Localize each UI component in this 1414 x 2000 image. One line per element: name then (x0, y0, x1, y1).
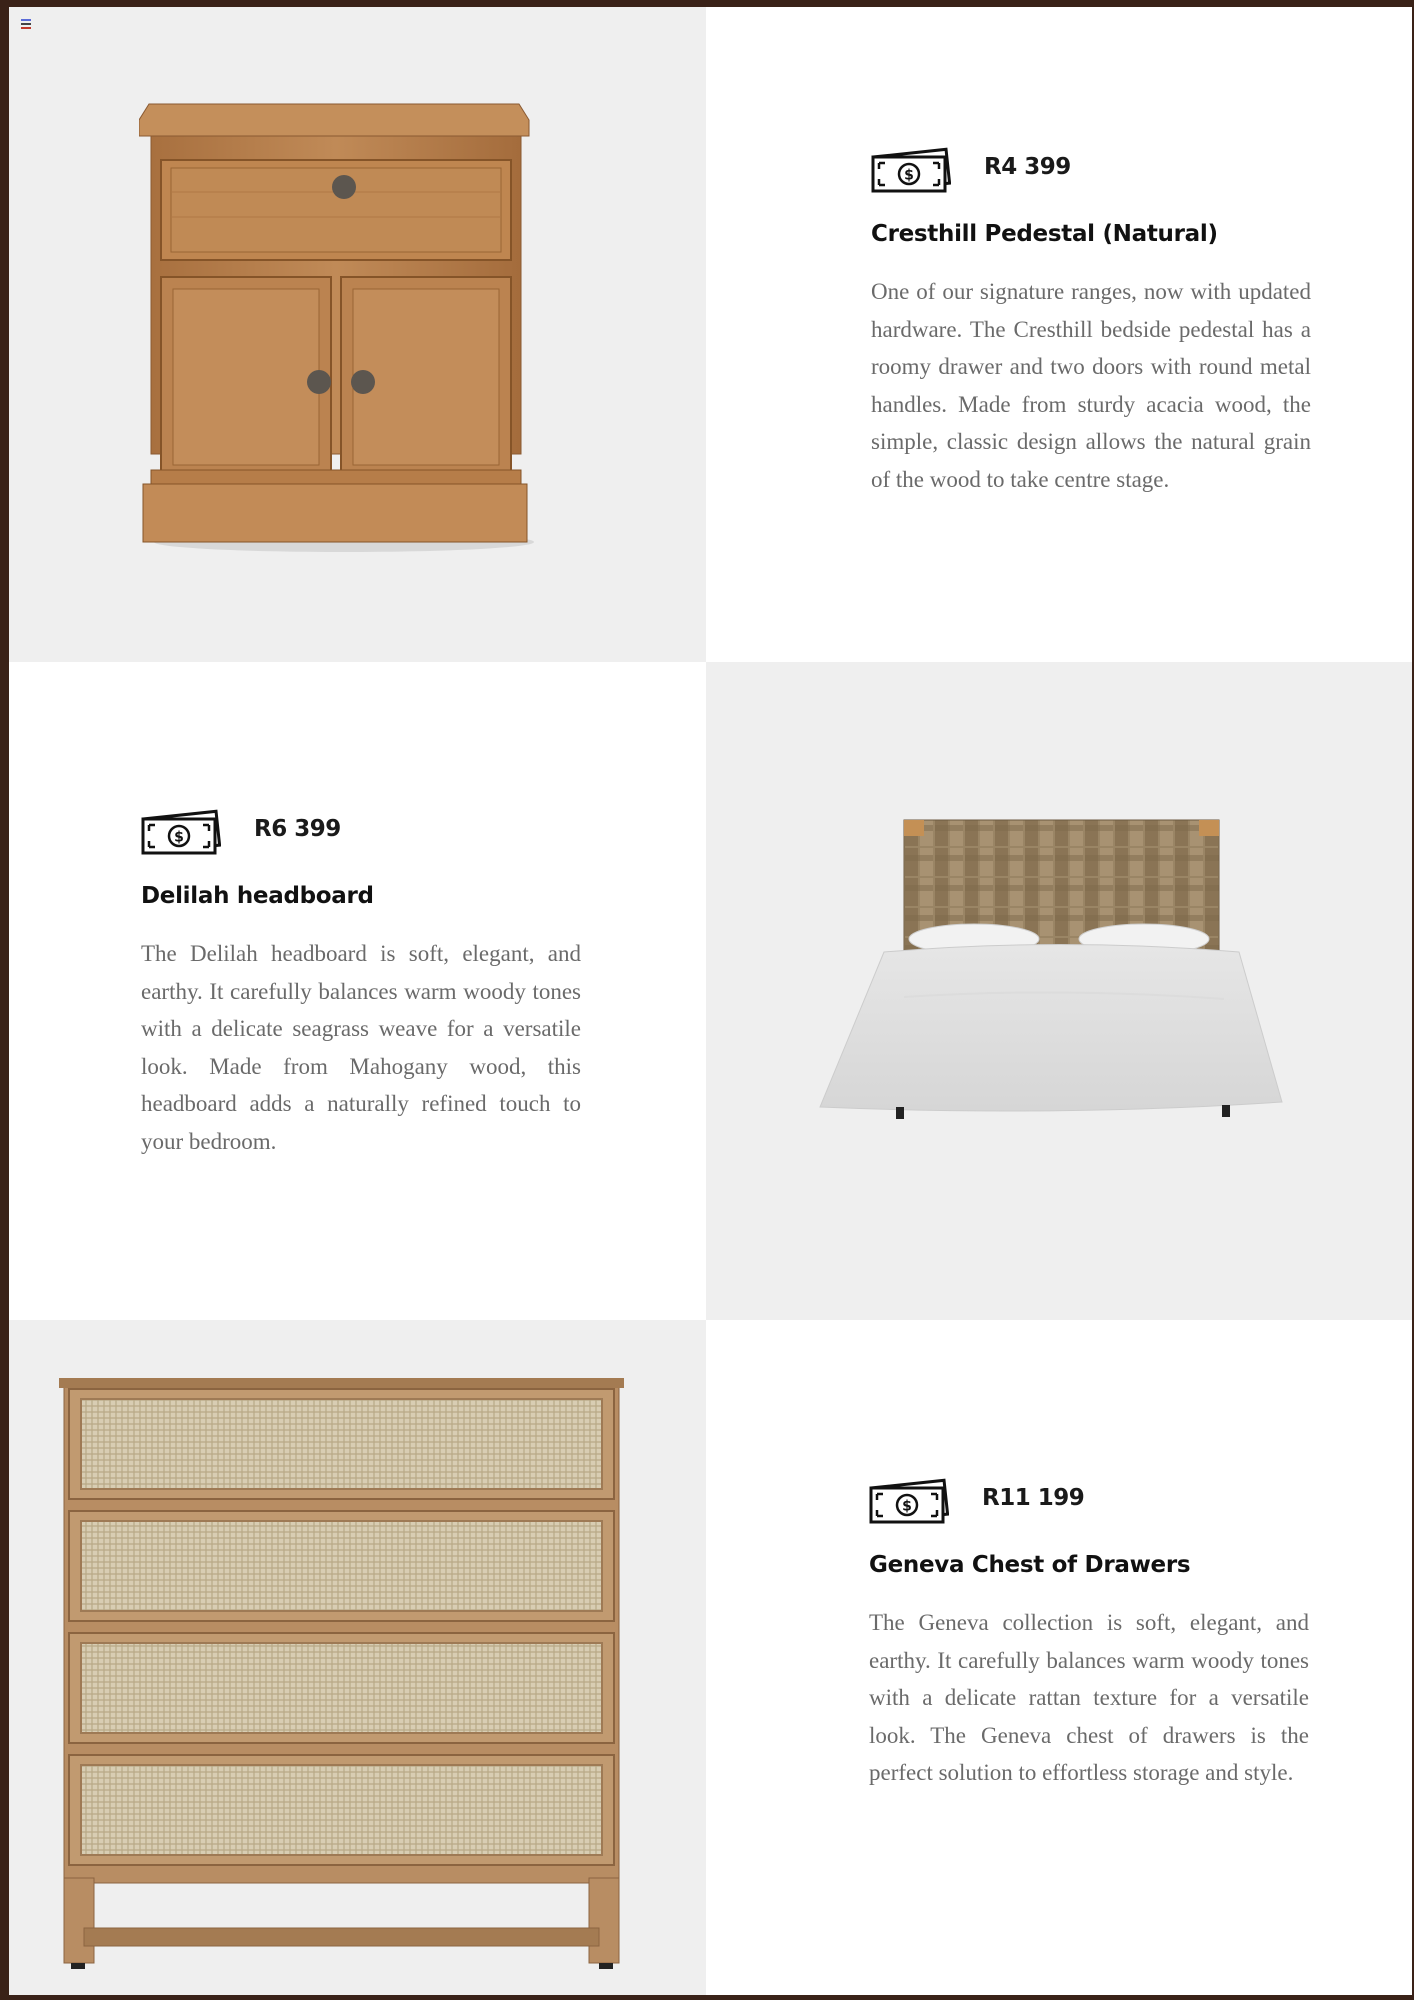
product-image-panel-1 (9, 7, 706, 662)
pedestal-image (139, 102, 549, 562)
drawer (69, 1755, 614, 1865)
product-card-3 (869, 1470, 1309, 1792)
catalogue-page (9, 7, 1412, 1995)
product-price: R4 399 (984, 154, 1071, 180)
price-row (869, 1470, 1309, 1526)
product-image-panel-3 (9, 1320, 706, 1995)
svg-text:$: $ (174, 829, 184, 846)
product-info-panel-2 (9, 662, 706, 1320)
product-description: The Delilah headboard is soft, elegant, and earthy. It carefully balances warm woody tones with a delicate seagrass weave for a versatile look. Made from Mahogany wood, this headboard adds a naturally refined touch to your bedroom. (141, 941, 581, 1154)
cash-icon (141, 801, 221, 857)
headboard-bed-image (814, 817, 1304, 1147)
price-row (871, 139, 1311, 195)
svg-text:$: $ (904, 167, 914, 184)
product-price: R11 199 (982, 1485, 1085, 1511)
product-description: One of our signature ranges, now with updated hardware. The Cresthill bedside pedestal has a roomy drawer and two doors with round metal handles. Made from sturdy acacia wood, the simple, classic design allows the natural grain of the wood to take centre stage. (871, 279, 1311, 492)
product-name: Delilah headboard (141, 883, 374, 909)
drawer (69, 1511, 614, 1621)
menu-icon[interactable] (21, 19, 31, 29)
product-card-1 (871, 139, 1311, 498)
product-info-panel-3 (706, 1320, 1412, 1995)
cash-icon (871, 139, 951, 195)
product-name: Cresthill Pedestal (Natural) (871, 221, 1218, 247)
svg-text:$: $ (902, 1498, 912, 1515)
product-price: R6 399 (254, 816, 341, 842)
price-row (141, 801, 581, 857)
drawer (69, 1389, 614, 1499)
chest-of-drawers-image (59, 1373, 634, 1978)
product-info-panel-1 (706, 7, 1412, 662)
product-description: The Geneva collection is soft, elegant, and earthy. It carefully balances warm woody tones with a delicate rattan texture for a versatile look. The Geneva chest of drawers is the perfect solution to effortless storage and style. (869, 1610, 1309, 1785)
product-image-panel-2 (706, 662, 1412, 1320)
product-name: Geneva Chest of Drawers (869, 1552, 1191, 1578)
cash-icon (869, 1470, 949, 1526)
drawer (69, 1633, 614, 1743)
product-card-2 (141, 801, 581, 1160)
